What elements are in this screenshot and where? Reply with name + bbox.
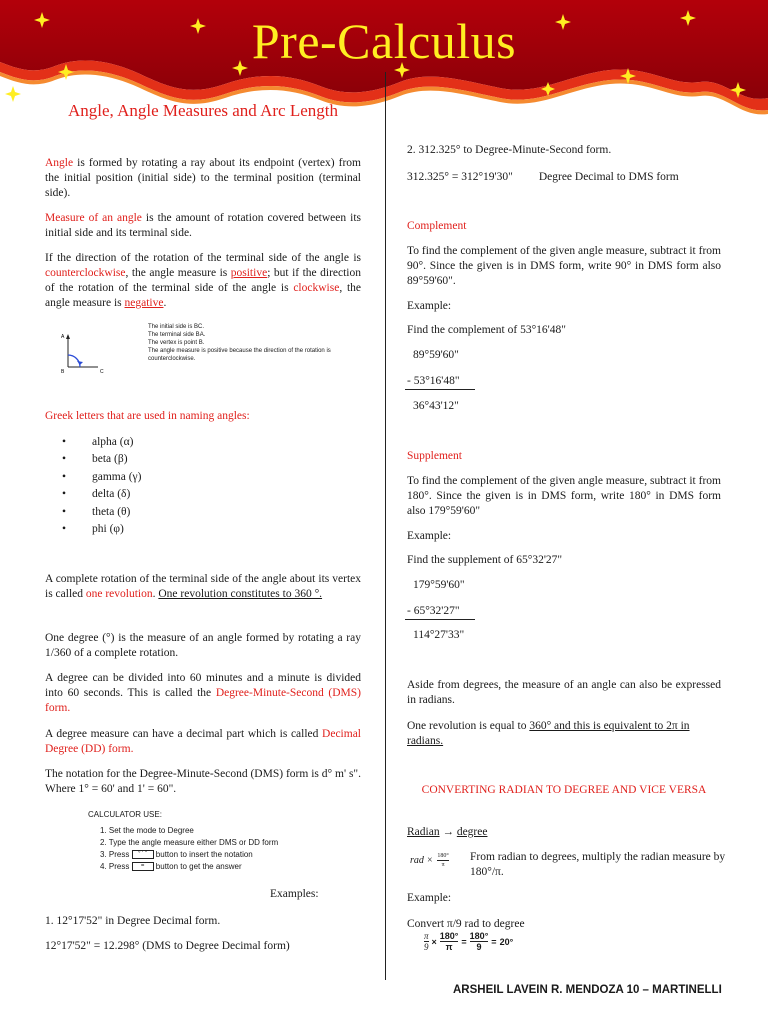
calc-step-tail: button to get the answer — [153, 862, 242, 871]
arrow-right-icon: → — [442, 826, 454, 838]
revolution-radians-underlined: 360° and this is equivalent to 2π in radians. — [407, 720, 690, 747]
measure-definition-text: is the amount of rotation covered between its initial side and its terminal side. — [45, 212, 361, 239]
formula-explanation: From radian to degrees, multiply the radian measure by 180°/π. — [470, 851, 726, 878]
figure-note: The angle measure is positive because the direction of the rotation is counterclockwise. — [148, 348, 331, 362]
supplement-result: 114°27'33" — [413, 629, 465, 641]
measure-term: Measure of an angle — [45, 212, 142, 224]
greek-item: delta (δ) — [92, 488, 131, 501]
fraction-a-num: π — [424, 931, 429, 941]
revolution-underlined: One revolution constitutes to 360 °. — [158, 588, 323, 600]
equals-key-icon: = — [132, 862, 154, 871]
equals-sign: = — [491, 936, 497, 947]
calculator-title: CALCULATOR USE: — [88, 810, 162, 819]
degree-word: degree — [456, 826, 488, 838]
example-2-answer — [407, 170, 721, 185]
positive-term: positive — [230, 267, 268, 279]
banner-title: Pre-Calculus — [251, 13, 517, 69]
example-2-answer-value: 312.325° = 312°19'30" — [407, 171, 513, 183]
conversion-work — [424, 931, 513, 952]
formula-denominator: π — [441, 862, 445, 868]
bullet: • — [62, 488, 67, 501]
supplement-text: To find the complement of the given angle measure, subtract it from 180°. Since the given is in DMS form, write 180° in DMS form also 179°59'60" — [407, 475, 721, 517]
supplement-line-2: - 65°32'27" — [407, 605, 460, 617]
bullet: • — [62, 522, 67, 535]
greek-item: beta (β) — [92, 453, 128, 466]
subtraction-line — [405, 619, 475, 620]
figure-note: The terminal side BA. — [148, 332, 206, 338]
conversion-example-label: Example: — [407, 892, 452, 904]
calc-step — [100, 861, 278, 873]
conversion-result: 20° — [499, 936, 514, 947]
dms-key-icon: ° ' " — [132, 850, 154, 859]
bullet: • — [62, 436, 67, 448]
dd-term: Decimal Degree (DD) form. — [45, 728, 361, 755]
bullet: • — [62, 505, 67, 518]
times-sign: × — [431, 936, 437, 947]
examples-label: Examples: — [270, 888, 319, 900]
figure-note: The vertex is point B. — [148, 340, 205, 346]
greek-item: theta (θ) — [92, 505, 131, 518]
supplement-example-label: Example: — [407, 530, 452, 542]
angle-figure — [58, 331, 118, 375]
conversion-heading: CONVERTING RADIAN TO DEGREE AND VICE VERSA — [421, 784, 707, 796]
revolution-paragraph — [45, 572, 361, 602]
revolution-term: one revolution — [85, 588, 153, 600]
complement-text: To find the complement of the given angle measure, subtract it from 90°. Since the given is in DMS form, write 90° in DMS form also 89°59'60". — [407, 245, 721, 287]
figure-label-a: A — [61, 334, 65, 340]
greek-heading: Greek letters that are used in naming angles: — [45, 410, 250, 422]
dms-text: A degree can be divided into 60 minutes and a minute is divided into 60 seconds. This is called the — [45, 672, 361, 699]
measure-definition — [45, 211, 361, 241]
complement-find: Find the complement of 53°16'48" — [407, 324, 566, 336]
clockwise-term: clockwise — [293, 282, 340, 294]
rad-formula — [410, 852, 449, 869]
fraction-b — [440, 931, 459, 952]
list-item — [62, 453, 141, 470]
section-heading: Angle, Angle Measures and Arc Length — [67, 101, 339, 120]
formula-rad: rad × — [410, 855, 434, 866]
angle-term: Angle — [45, 157, 74, 169]
bullet: • — [62, 470, 67, 483]
degree-definition: One degree (°) is the measure of an angle formed by rotating a ray 1/360 of a complete rotation. — [45, 632, 361, 659]
example-2: 2. 312.325° to Degree-Minute-Second form. — [407, 144, 612, 156]
direction-text-2: , the angle measure is — [125, 267, 231, 279]
formula-fraction — [437, 852, 448, 869]
supplement-line-1: 179°59'60" — [413, 579, 465, 591]
fraction-b-den: π — [445, 942, 453, 952]
dd-text: A degree measure can have a decimal part which is called — [45, 728, 323, 740]
figure-label-c: C — [100, 369, 104, 375]
formula-numerator: 180° — [437, 853, 449, 859]
greek-item: alpha (α) — [92, 436, 134, 448]
calc-step — [100, 849, 278, 861]
radian-word: Radian — [407, 826, 440, 838]
greek-list — [62, 436, 141, 540]
radians-paragraph: Aside from degrees, the measure of an angle can also be expressed in radians. — [407, 679, 721, 706]
equals-sign: = — [461, 936, 467, 947]
direction-text-3: ; but if the direction of the rotation of the terminal side of the angle is — [45, 267, 362, 294]
revolution-text: A complete rotation of the terminal side of the angle about its vertex is called — [45, 573, 361, 600]
direction-paragraph — [45, 251, 361, 311]
conversion-task: Convert π/9 rad to degree — [407, 918, 525, 930]
direction-text-4: , the angle measure is — [45, 282, 361, 309]
fraction-a — [424, 931, 429, 952]
list-item — [62, 471, 141, 488]
calculator-steps — [100, 825, 278, 873]
subtraction-line — [405, 389, 475, 390]
direction-text-1: If the direction of the rotation of the terminal side of the angle is — [45, 252, 361, 264]
radian-to-degree-label — [407, 825, 721, 840]
figure-note: The initial side is BC. — [148, 324, 205, 330]
dms-term: Degree-Minute-Second (DMS) form. — [45, 687, 362, 714]
revolution-radians-text: One revolution is equal to — [407, 720, 530, 732]
example-2-note: Degree Decimal to DMS form — [538, 171, 679, 183]
complement-example-label: Example: — [407, 300, 452, 312]
list-item — [62, 506, 141, 523]
complement-line-2: - 53°16'48" — [407, 375, 460, 387]
complement-line-1: 89°59'60" — [413, 349, 459, 361]
direction-text-5: . — [163, 297, 167, 309]
calculator-use — [88, 810, 278, 873]
author-footer: ARSHEIL LAVEIN R. MENDOZA 10 – MARTINELLI — [453, 984, 722, 996]
figure-label-b: B — [61, 369, 65, 375]
bullet: • — [62, 453, 67, 466]
revolution-radians — [407, 719, 721, 749]
dms-paragraph — [45, 671, 361, 716]
example-1: 1. 12°17'52" in Degree Decimal form. — [45, 915, 221, 927]
list-item — [62, 523, 141, 540]
fraction-c-num: 180° — [469, 931, 489, 941]
dd-paragraph — [45, 727, 361, 757]
calc-step-text: 3. Press — [100, 850, 130, 859]
complement-result: 36°43'12" — [413, 400, 459, 412]
calc-step-text: 4. Press — [100, 862, 130, 871]
supplement-heading: Supplement — [407, 450, 462, 462]
calc-step: 1. Set the mode to Degree — [100, 826, 194, 835]
example-1-answer: 12°17'52" = 12.298° (DMS to Degree Decimal form) — [45, 940, 290, 952]
counterclockwise-term: counterclockwise — [45, 267, 126, 279]
angle-definition — [45, 156, 361, 201]
greek-item: phi (φ) — [92, 522, 124, 535]
fraction-b-num: 180° — [439, 931, 459, 941]
calc-step-tail: button to insert the notation — [153, 850, 253, 859]
notation-paragraph: The notation for the Degree-Minute-Second (DMS) form is d° m' s". Where 1° = 60' and 1' = 60". — [45, 768, 361, 795]
supplement-find: Find the supplement of 65°32'27" — [407, 554, 563, 566]
complement-heading: Complement — [407, 220, 467, 232]
revolution-text-2: . — [152, 588, 159, 600]
angle-definition-text: is formed by rotating a ray about its endpoint (vertex) from the initial position (initial side) to the terminal position (terminal side). — [45, 157, 361, 199]
greek-item: gamma (γ) — [92, 470, 142, 483]
fraction-c-den: 9 — [476, 942, 482, 952]
fraction-a-den: 9 — [424, 942, 429, 952]
list-item — [62, 488, 141, 505]
figure-notes — [148, 323, 358, 363]
list-item — [62, 436, 141, 453]
negative-term: negative — [124, 297, 164, 309]
fraction-c — [470, 931, 489, 952]
column-divider — [385, 72, 386, 980]
calc-step: 2. Type the angle measure either DMS or DD form — [100, 838, 279, 847]
